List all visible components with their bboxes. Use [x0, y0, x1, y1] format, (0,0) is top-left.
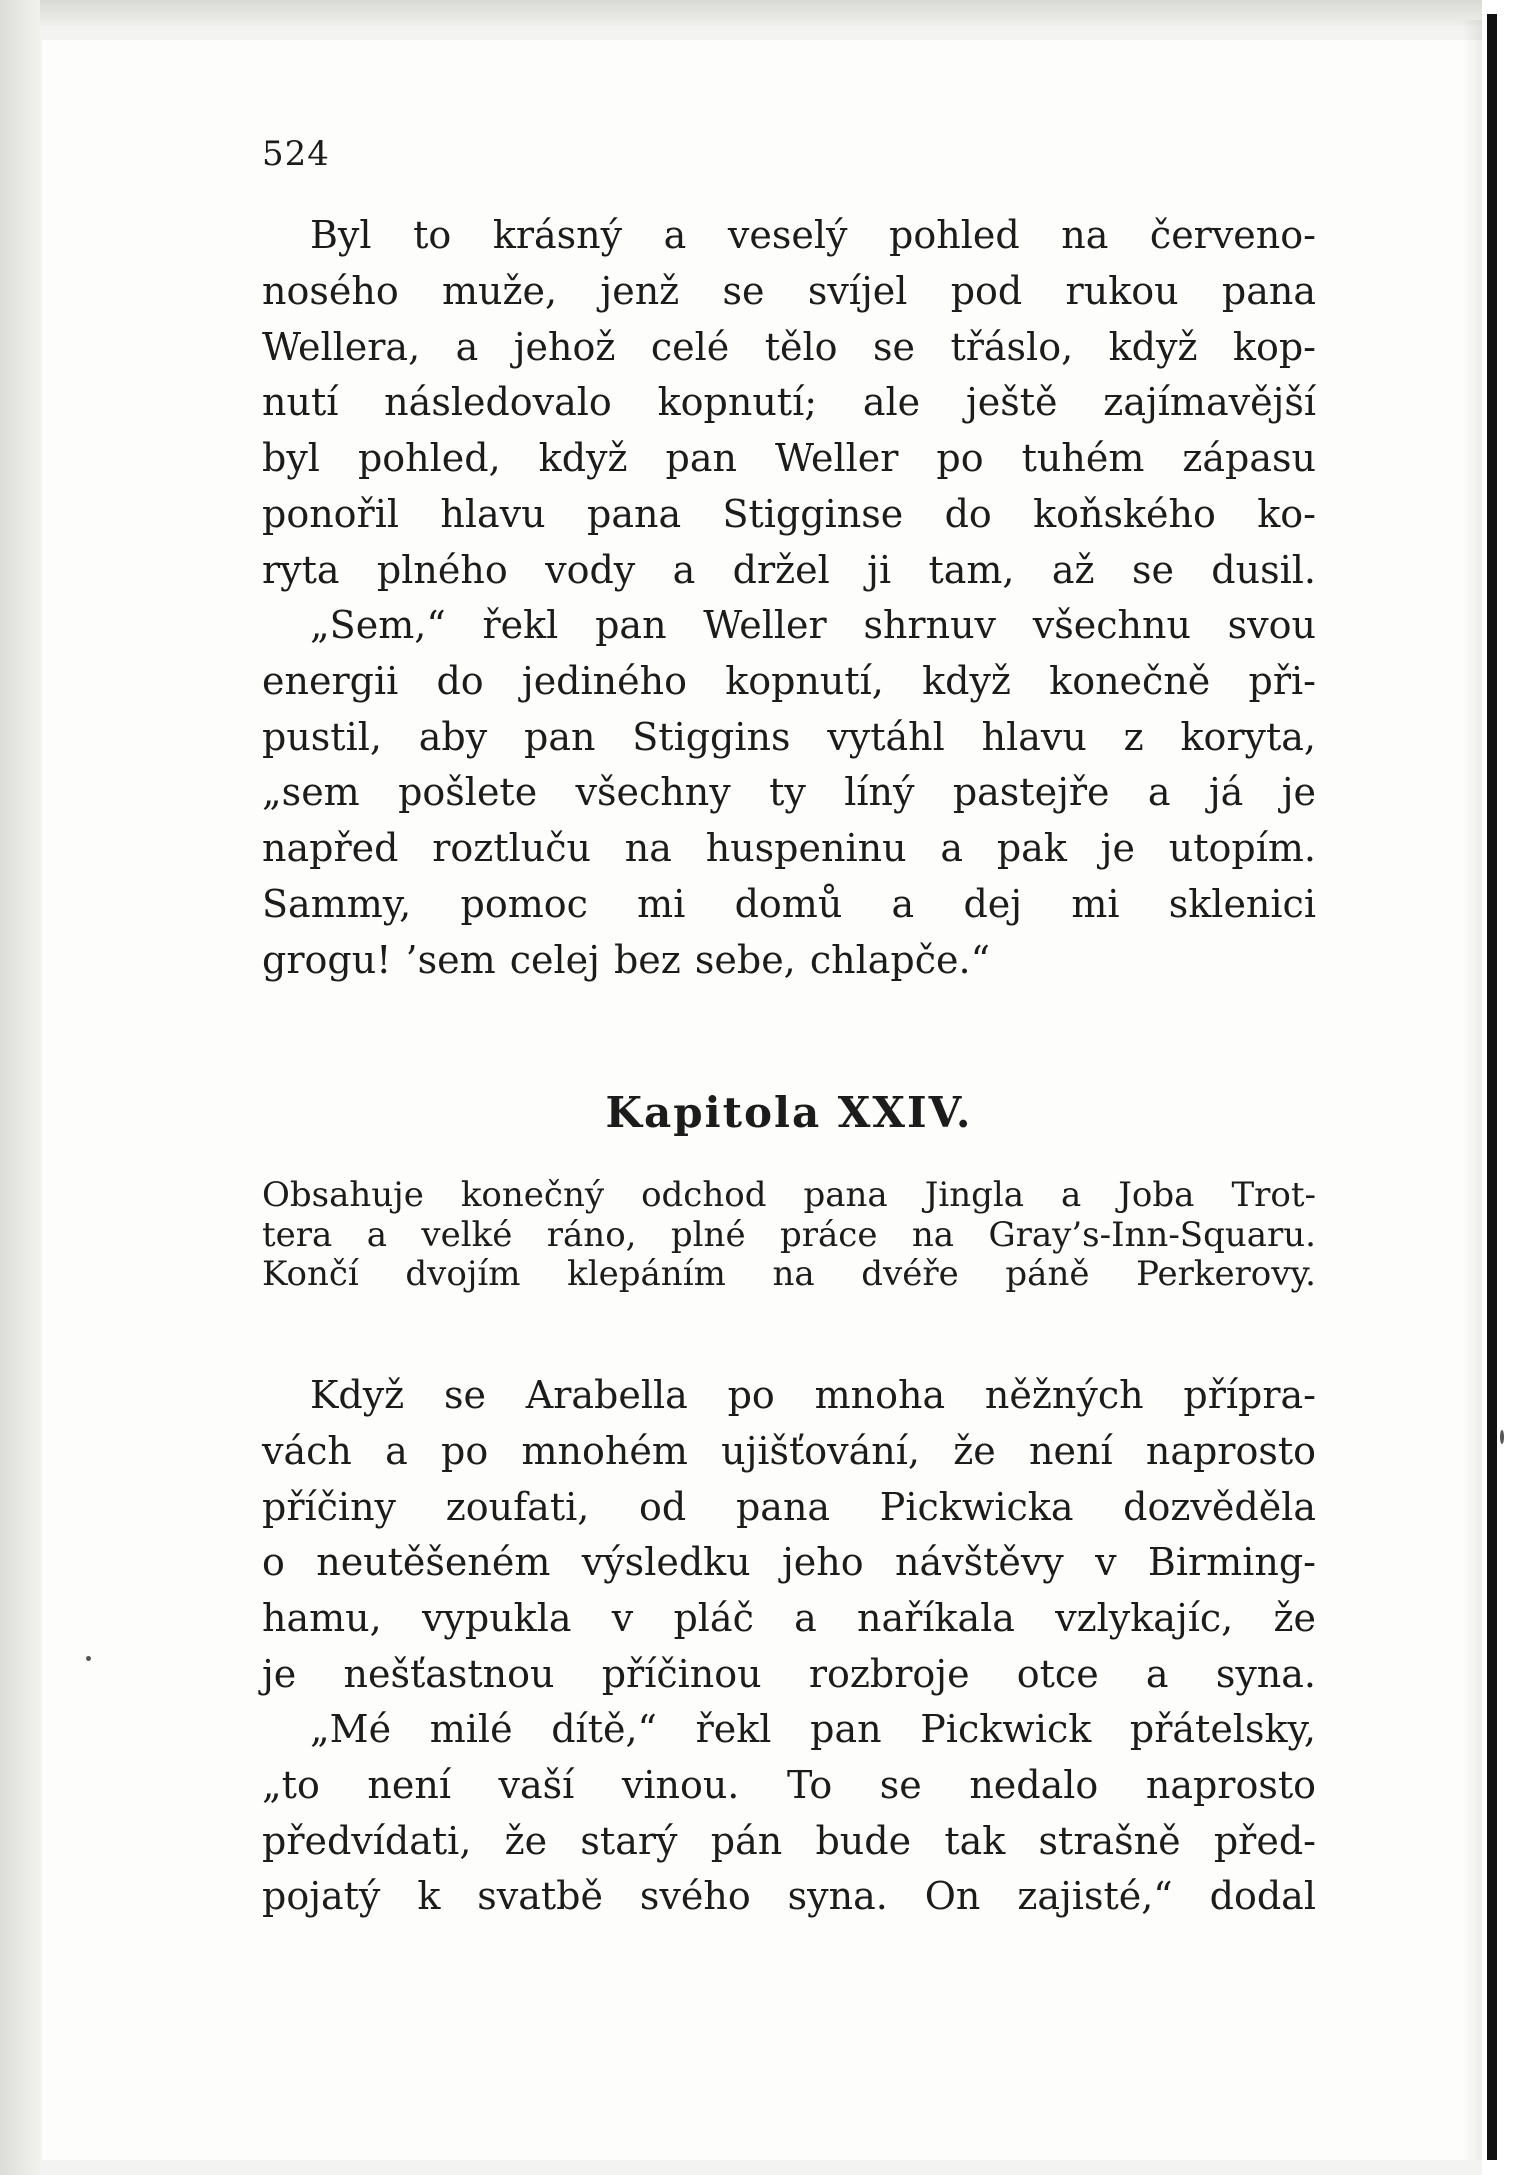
binding-shadow — [1462, 20, 1484, 2160]
text-line: Sammy, pomoc mi domů a dej mi sklenici — [262, 881, 1316, 926]
summary-line: tera a velké ráno, plné práce na Gray’s-Inn-Squaru. — [262, 1214, 1316, 1255]
text-line: energii do jediného kopnutí, když konečně při- — [262, 658, 1316, 703]
text-line: předvídati, že starý pán bude tak strašně před- — [262, 1818, 1316, 1863]
text-line: příčiny zoufati, od pana Pickwicka dozvěděla — [262, 1484, 1316, 1529]
text-line: Wellera, a jehož celé tělo se třáslo, když kop- — [262, 324, 1316, 369]
chapter-summary — [262, 1176, 1316, 1295]
paragraph-1 — [262, 208, 1316, 599]
paragraph-2 — [262, 598, 1316, 989]
chapter-title: Kapitola XXIV. — [605, 1088, 973, 1137]
text-line: „to není vaší vinou. To se nedalo naprosto — [262, 1762, 1316, 1807]
paragraph-4 — [262, 1702, 1316, 1925]
text-line: „sem pošlete všechny ty líný pastejře a já je — [262, 770, 1316, 815]
summary-line: Končí dvojím klepáním na dvéře páně Perkerovy. — [262, 1254, 1316, 1294]
text-line: pustil, aby pan Stiggins vytáhl hlavu z koryta, — [262, 714, 1316, 759]
text-line: vách a po mnohém ujišťování, že není naprosto — [262, 1428, 1316, 1473]
paragraph-3 — [262, 1368, 1316, 1703]
text-line: Byl to krásný a veselý pohled na červeno- — [310, 213, 1316, 257]
text-line: pojatý k svatbě svého syna. On zajisté,“ dodal — [262, 1874, 1316, 1919]
page-number: 524 — [262, 134, 330, 174]
text-line: ponořil hlavu pana Stigginse do koňského ko- — [262, 491, 1316, 536]
scan-speck — [86, 1656, 91, 1661]
text-line: je nešťastnou příčinou rozbroje otce a syna. — [262, 1651, 1316, 1696]
text-line: nutí následovalo kopnutí; ale ještě zajímavější — [262, 380, 1316, 425]
text-line: o neutěšeném výsledku jeho návštěvy v Birming- — [262, 1540, 1316, 1585]
binding-edge-line — [1487, 14, 1497, 2160]
text-line: napřed roztluču na huspeninu a pak je utopím. — [262, 826, 1316, 871]
summary-line: Obsahuje konečný odchod pana Jingla a Joba Trot- — [262, 1175, 1316, 1215]
text-line: nosého muže, jenž se svíjel pod rukou pana — [262, 268, 1316, 313]
scan-speck — [1500, 1430, 1504, 1444]
text-line: „Sem,“ řekl pan Weller shrnuv všechnu svou — [310, 603, 1316, 647]
text-line: ryta plného vody a držel ji tam, až se dusil. — [262, 547, 1316, 592]
scan-left-edge — [0, 0, 40, 2175]
text-line: „Mé milé dítě,“ řekl pan Pickwick přátelsky, — [310, 1707, 1316, 1751]
text-line: grogu! ’sem celej bez sebe, chlapče.“ — [262, 937, 991, 982]
text-line: Když se Arabella po mnoha něžných přípra- — [310, 1373, 1316, 1417]
text-line: byl pohled, když pan Weller po tuhém zápasu — [262, 436, 1316, 481]
scan-top-edge — [0, 0, 1525, 26]
text-line: hamu, vypukla v pláč a naříkala vzlykajíc, že — [262, 1596, 1316, 1641]
